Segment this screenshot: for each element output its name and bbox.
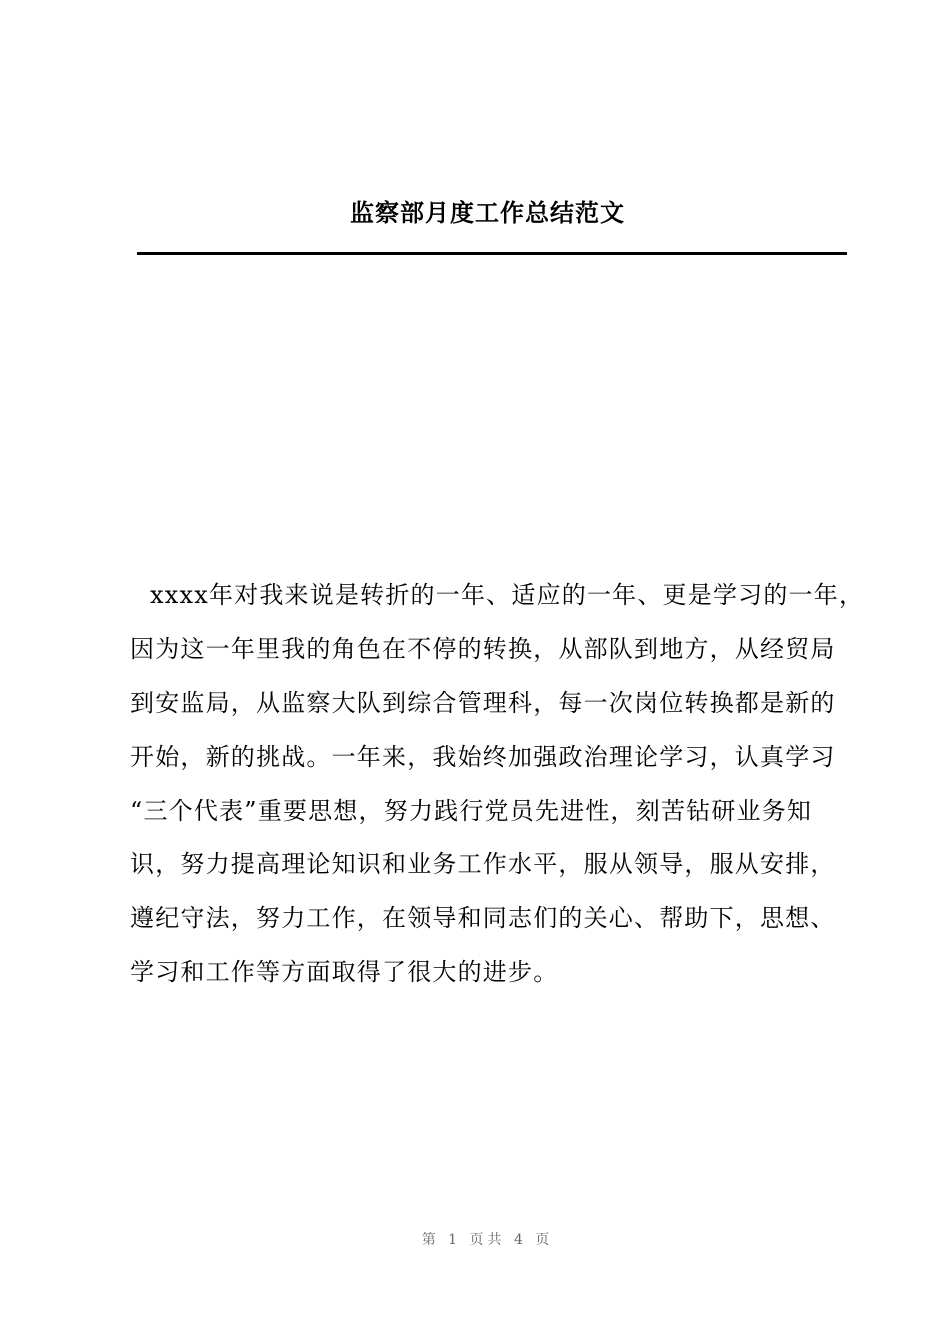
body-line: 学习和工作等方面取得了很大的进步。 (130, 958, 559, 987)
document-body (130, 569, 865, 1000)
body-line: xxxx年对我来说是转折的一年、适应的一年、更是学习的一年， (150, 581, 865, 609)
body-line: 遵纪守法，努力工作，在领导和同志们的关心、帮助下，思想、 (130, 904, 836, 933)
body-line: 到安监局，从监察大队到综合管理科，每一次岗位转换都是新的 (130, 688, 836, 717)
body-line: “三个代表”重要思想，努力践行党员先进性，刻苦钻研业务知 (130, 796, 813, 825)
body-line: 识，努力提高理论知识和业务工作水平，服从领导，服从安排， (130, 850, 836, 879)
body-line: 因为这一年里我的角色在不停的转换，从部队到地方，从经贸局 (130, 634, 836, 663)
body-line: 开始，新的挑战。一年来，我始终加强政治理论学习，认真学习 (130, 742, 836, 771)
page-number-footer: 第 1 页共 4 页 (421, 1232, 554, 1248)
title-underline (137, 252, 847, 255)
document-title: 监察部月度工作总结范文 (350, 199, 625, 227)
